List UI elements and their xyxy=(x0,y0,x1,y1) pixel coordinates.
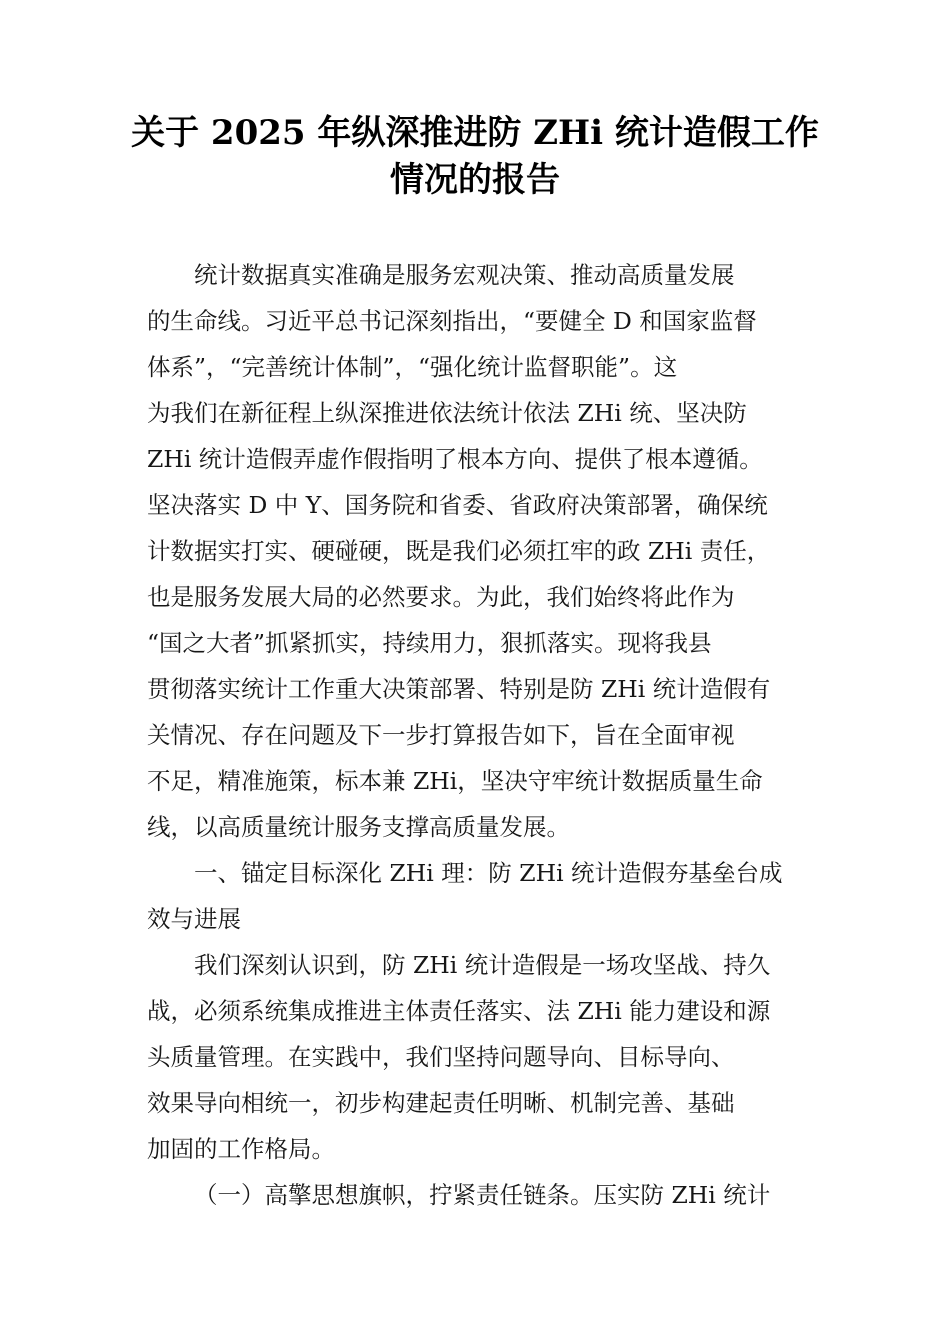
text-line: 贯彻落实统计工作重大决策部署、特别是防 ZHi 统计造假有 xyxy=(147,675,771,703)
text-line: 头质量管理。在实践中，我们坚持问题导向、目标导向、 xyxy=(147,1043,735,1071)
text-line: 效果导向相统一，初步构建起责任明晰、机制完善、基础 xyxy=(147,1089,735,1117)
intro-paragraph xyxy=(147,252,817,850)
text-line: 坚决落实 D 中 Y、国务院和省委、省政府决策部署，确保统 xyxy=(147,491,768,519)
text-line: 加固的工作格局。 xyxy=(147,1135,335,1163)
section-paragraph xyxy=(147,942,817,1172)
text-line: 关情况、存在问题及下一步打算报告如下，旨在全面审视 xyxy=(147,721,735,749)
text-line: 统计数据真实准确是服务宏观决策、推动高质量发展 xyxy=(194,261,735,289)
text-line: 我们深刻认识到，防 ZHi 统计造假是一场攻坚战、持久 xyxy=(194,951,771,979)
text-line: 为我们在新征程上纵深推进依法统计依法 ZHi 统、坚决防 xyxy=(147,399,747,427)
title-line: 情况的报告 xyxy=(390,160,560,200)
text-line: 线，以高质量统计服务支撑高质量发展。 xyxy=(147,813,570,841)
text-line: 也是服务发展大局的必然要求。为此，我们始终将此作为 xyxy=(147,583,735,611)
text-line: 一、锚定目标深化 ZHi 理：防 ZHi 统计造假夯基垒台成 xyxy=(194,859,783,887)
text-line: （一）高擎思想旗帜，拧紧责任链条。压实防 ZHi 统计 xyxy=(194,1181,771,1209)
title-line: 关于 2025 年纵深推进防 ZHi 统计造假工作 xyxy=(131,113,819,153)
section-heading xyxy=(147,850,817,942)
text-line: 的生命线。习近平总书记深刻指出，“要健全 D 和国家监督 xyxy=(147,307,757,335)
text-line: 体系”，“完善统计体制”，“强化统计监督职能”。这 xyxy=(147,353,678,381)
text-line: ZHi 统计造假弄虚作假指明了根本方向、提供了根本遵循。 xyxy=(147,445,763,473)
report-title xyxy=(120,110,830,204)
report-body xyxy=(147,252,817,1218)
subsection-paragraph xyxy=(147,1172,817,1218)
text-line: 战，必须系统集成推进主体责任落实、法 ZHi 能力建设和源 xyxy=(147,997,771,1025)
text-line: 计数据实打实、硬碰硬，既是我们必须扛牢的政 ZHi 责任， xyxy=(147,537,771,565)
text-line: 不足，精准施策，标本兼 ZHi，坚决守牢统计数据质量生命 xyxy=(147,767,763,795)
text-line: “国之大者”抓紧抓实，持续用力，狠抓落实。现将我县 xyxy=(147,629,712,657)
text-line: 效与进展 xyxy=(147,905,241,933)
